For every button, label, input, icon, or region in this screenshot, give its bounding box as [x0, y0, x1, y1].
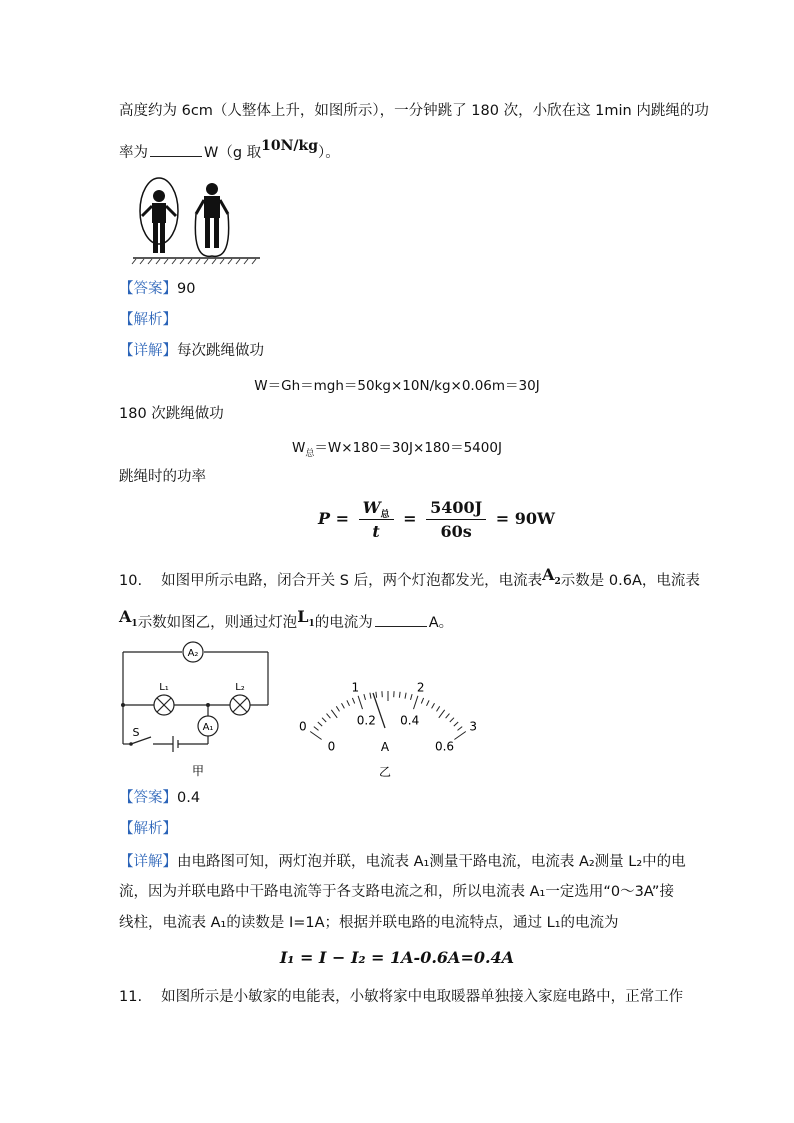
dial-tick	[358, 696, 362, 709]
dial-tick	[421, 698, 423, 704]
bulb-l1-label: L₁	[159, 682, 169, 693]
q10-d3: 线柱，电流表 A₁的读数是 I=1A；根据并联电路的电流特点，通过 L₁的电流为	[119, 915, 619, 931]
q9-line1: 高度约为 6cm（人整体上升，如图所示），一分钟跳了 180 次，小欣在这 1min 内跳绳的功	[119, 103, 709, 119]
dial-tick	[450, 718, 454, 722]
switch-label: S	[132, 726, 140, 739]
meter-unit: A	[380, 740, 390, 754]
q9-t2: 180 次跳绳做功	[119, 406, 224, 422]
answer-blank[interactable]	[150, 142, 202, 157]
q9-answer: 【答案】90	[119, 281, 196, 297]
meter-caption: 乙	[378, 765, 392, 779]
ammeter-a2-label: A₂	[187, 648, 199, 659]
q10-d2: 流，因为并联电路中干路电流等于各支路电流之和，所以电流表 A₁一定选用“0～3A”接	[119, 884, 674, 900]
circuit-caption: 甲	[191, 764, 205, 778]
dial-tick	[322, 718, 326, 722]
bulb-l2-label: L₂	[235, 682, 245, 693]
dial-tick	[427, 700, 430, 705]
dial-tick	[432, 703, 435, 708]
dial-tick	[370, 693, 371, 699]
q10-eq: I₁ = I − I₂ = 1A-0.6A=0.4A	[279, 948, 515, 967]
q10-analysis: 【解析】	[119, 821, 177, 837]
q9-analysis: 【解析】	[119, 312, 177, 328]
q11-line1: 11. 如图所示是小敏家的电能表，小敏将家中电取暖器单独接入家庭电路中，正常工作	[119, 989, 684, 1005]
dial-tick	[342, 703, 345, 708]
dial-tick	[411, 694, 413, 700]
dial-tick	[347, 700, 350, 705]
dial-bottom-label: 0	[327, 739, 336, 754]
dial-tick	[318, 722, 322, 726]
q9-detail: 【详解】每次跳绳做功	[119, 343, 264, 359]
q10-line2: $A_1$示数如图乙，则通过灯泡$L_1$的电流为 A。	[119, 607, 454, 631]
dial-tick	[439, 710, 445, 718]
dial-tick	[314, 727, 319, 731]
dial-top-label: 2	[416, 680, 425, 695]
circuit-diagram	[118, 640, 276, 780]
dial-tick	[414, 696, 418, 709]
dial-top-label: 1	[351, 680, 360, 695]
q9-eq2: $W_总=W\times 180=30J\times 180=5400J$	[292, 440, 502, 459]
q9-t3: 跳绳时的功率	[119, 469, 206, 485]
dial-bottom-label: 0.2	[356, 713, 376, 728]
unit-text: 10N/kg	[261, 138, 319, 154]
dial-tick	[405, 693, 406, 699]
dial-bottom-label: 0.6	[434, 739, 455, 754]
power-formula: P = $\frac{W_总}{t}$ = $\frac{5400J}{60s}$ = 90W	[318, 498, 555, 541]
q9-eq1: W＝Gh＝mgh＝50kg×10N/kg×0.06m＝30J	[254, 378, 540, 394]
answer-blank[interactable]	[375, 612, 427, 627]
q9-line2: 率为 W（g 取10N/kg）。	[119, 138, 340, 161]
dial-tick	[336, 706, 339, 711]
q10-detail: 【详解】由电路图可知，两灯泡并联，电流表 A₁测量干路电流，电流表 A₂测量 L₂中的电	[119, 854, 686, 870]
dial-tick	[331, 710, 337, 718]
dial-tick	[454, 732, 465, 740]
dial-tick	[376, 692, 377, 698]
dial-tick	[437, 706, 440, 711]
q10-answer: 【答案】0.4	[119, 790, 201, 806]
dial-tick	[352, 698, 354, 704]
dial-tick	[454, 722, 458, 726]
q10-line1: 10. 如图甲所示电路，闭合开关 S 后，两个灯泡都发光，电流表$A_2$示数是 0.6A，电流表	[119, 565, 700, 589]
jump-rope-figure	[130, 176, 265, 266]
dial-top-label: 3	[469, 719, 478, 734]
dial-bottom-label: 0.4	[400, 713, 420, 728]
dial-tick	[446, 714, 450, 719]
dial-tick	[399, 692, 400, 698]
ammeter-dial	[300, 646, 480, 781]
dial-tick	[327, 714, 331, 719]
dial-tick	[458, 727, 463, 731]
ammeter-a1-label: A₁	[202, 722, 214, 733]
dial-top-label: 0	[298, 719, 307, 734]
dial-tick	[364, 694, 366, 700]
dial-tick	[310, 732, 321, 740]
